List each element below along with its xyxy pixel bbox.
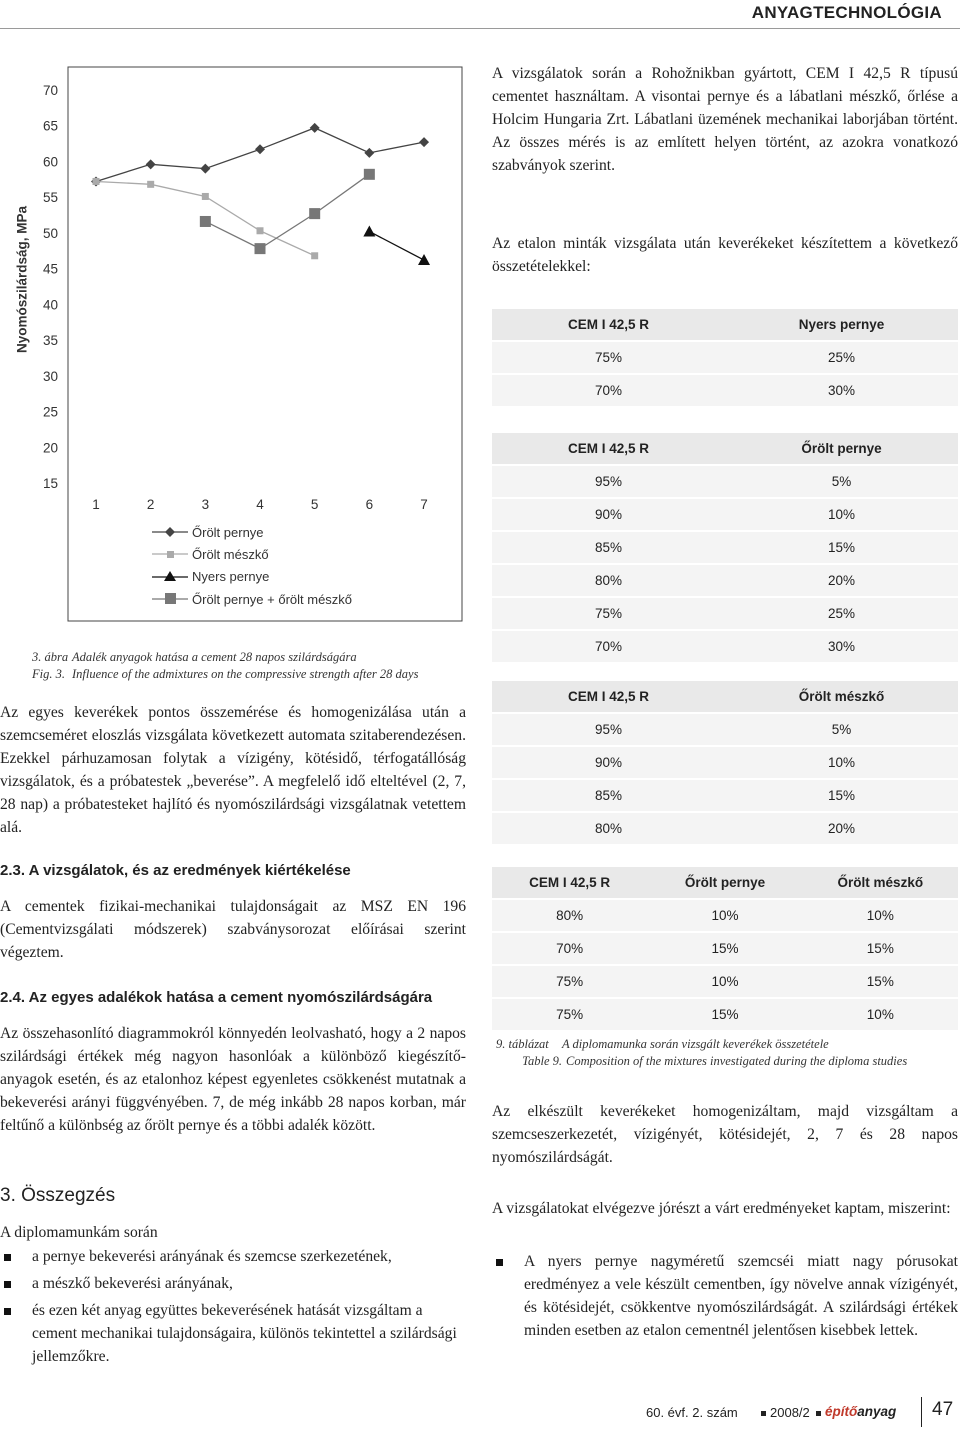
y-tick-label: 45 xyxy=(42,261,58,277)
data-point-diamond xyxy=(310,123,320,133)
table-header-cell: CEM I 42,5 R xyxy=(529,875,611,890)
table-row xyxy=(492,631,958,664)
caption-text: A diplomamunka során vizsgált keverékek összetétele xyxy=(562,1037,829,1051)
bullet-square-icon xyxy=(761,1411,766,1416)
table-header-cell: CEM I 42,5 R xyxy=(567,317,650,332)
bullet-square-icon xyxy=(816,1411,821,1416)
table-header-cell: CEM I 42,5 R xyxy=(567,689,650,704)
bullet-list xyxy=(0,1245,466,1368)
mixture-table-nyers-pernye xyxy=(492,309,958,408)
data-point-big-square xyxy=(200,216,211,227)
caption-label-en: Fig. 3. xyxy=(32,667,65,681)
data-point-square xyxy=(202,193,209,200)
table-cell: 20% xyxy=(827,821,856,836)
table-cell: 15% xyxy=(711,1007,739,1022)
footer-year: 2008/2 xyxy=(770,1405,810,1420)
figure-caption xyxy=(32,649,472,683)
data-point-triangle xyxy=(418,254,430,265)
mixture-table-orolt-pernye xyxy=(492,433,958,664)
table-cell: 95% xyxy=(594,722,623,737)
footer-divider xyxy=(921,1397,922,1427)
y-tick-label: 40 xyxy=(42,297,58,313)
table-header-cell: CEM I 42,5 R xyxy=(567,441,650,456)
paragraph: Az összehasonlító diagrammokról könnyedén leolvasható, hogy a 2 napos szilárdsági értékek még nagyon hasonlóak a különböző kiegészítő-anyagok esetén, és az etalonhoz képest egyenletes csökkenést mutatnak a bekeverési arányi függvényében. 7, de még inkább 28 napos korban, már feltűnő a különbség az őrölt pernye és a többi adalék között. xyxy=(0,1025,466,1134)
y-tick-label: 15 xyxy=(42,476,58,491)
journal-name-a: építő xyxy=(825,1404,858,1419)
table-cell: 10% xyxy=(827,507,856,522)
table-header xyxy=(492,433,958,466)
data-point-square xyxy=(311,252,318,259)
section-heading: 2.3. A vizsgálatok, és az eredmények kiértékelése xyxy=(0,862,351,879)
caption-label: 9. táblázat xyxy=(496,1037,549,1051)
table-cell: 75% xyxy=(594,606,623,621)
table-row xyxy=(492,375,958,408)
mixture-table-combined xyxy=(492,867,958,1032)
table-row xyxy=(492,900,958,933)
table-cell: 95% xyxy=(594,474,623,489)
figure-chart xyxy=(0,40,480,630)
x-tick-label: 1 xyxy=(92,497,100,512)
table-row xyxy=(492,813,958,846)
big-square-marker-icon xyxy=(152,592,188,606)
table-cell: 30% xyxy=(827,383,856,398)
table-cell: 75% xyxy=(556,974,584,989)
y-tick-label: 50 xyxy=(42,225,58,241)
legend-label: Őrölt pernye xyxy=(192,525,264,540)
data-point-diamond xyxy=(200,164,210,174)
series-line-3 xyxy=(369,231,424,260)
paragraph: Az egyes keverékek pontos összemérése és homogenizálása után a szemcseméret eloszlás vizsgálata következett automata szitaberendezésen. Ezekkel párhuzamosan folytak a vízigény, kötésidő, térfogatállóság vizsgálatok, és a próbatestek „beverése”. A megfelelő idő elteltével (2, 7, 28 nap) a próbatesteket hajlító és nyomószilárdsági vizsgálatnak vetettem alá. xyxy=(0,704,466,836)
table-cell: 15% xyxy=(711,941,739,956)
legend-label: Nyers pernye xyxy=(192,569,270,584)
list-item: A nyers pernye nagyméretű szemcséi miatt nagy pórusokat eredményez a vele készült cementben, így növelve annak vízigényét, és kötésidejét, csökkentve nyomószilárdságát. A szilárdsági értékek minden esetben az etalon cementnél jelentősen kisebbek lettek. xyxy=(492,1250,958,1342)
x-tick-label: 5 xyxy=(310,497,319,512)
plot-frame xyxy=(68,67,462,621)
table-row xyxy=(492,499,958,532)
table-cell: 75% xyxy=(594,350,623,365)
table-cell: 15% xyxy=(827,788,856,803)
page-footer xyxy=(620,1395,960,1431)
table-cell: 10% xyxy=(711,974,739,989)
paragraph: A cementek fizikai-mechanikai tulajdonságait az MSZ EN 196 (Cementvizsgálati módszerek) szabványsorozat előírásai szerint végeztem. xyxy=(0,898,466,961)
table-cell: 85% xyxy=(594,540,623,555)
data-point-diamond xyxy=(364,148,374,158)
table-cell: 90% xyxy=(594,507,623,522)
paragraph: A vizsgálatokat elvégezve jórészt a várt eredményeket kaptam, miszerint: xyxy=(492,1200,951,1217)
table-cell: 85% xyxy=(594,788,623,803)
table-cell: 10% xyxy=(827,755,856,770)
data-point-square xyxy=(93,178,100,185)
table-row xyxy=(492,747,958,780)
paragraph: Az elkészült keverékeket homogenizáltam, majd vizsgáltam a szemcseszerkezetét, vízigényét, kötésidejét, 2, 7 és 28 napos nyomószilárdságát. xyxy=(492,1103,958,1166)
table-cell: 5% xyxy=(831,474,852,489)
paragraph: A vizsgálatok során a Rohožnikban gyártott, CEM I 42,5 R típusú cementet használtam. A visontai pernye és a lábatlani mészkő, őrlése a Holcim Hungaria Zrt. Lábatlani üzemének mechanikai laborjában történt. Az összes mérés is az említett helyen történt, az azokra vonatkozó szabványok szerint. xyxy=(492,65,958,174)
section-heading: 3. Összegzés xyxy=(0,1185,116,1206)
table-header-cell: Őrölt mészkő xyxy=(798,689,885,704)
page-number: 47 xyxy=(932,1399,954,1420)
table-row xyxy=(492,999,958,1032)
caption-label-en: Table 9. xyxy=(522,1054,562,1068)
table-row xyxy=(492,780,958,813)
data-point-big-square xyxy=(255,243,266,254)
table-caption xyxy=(496,1036,956,1070)
table-header xyxy=(492,867,958,900)
table-cell: 80% xyxy=(594,573,623,588)
journal-name xyxy=(825,1404,896,1419)
table-cell: 10% xyxy=(866,1007,894,1022)
y-tick-label: 60 xyxy=(42,154,58,170)
line-chart xyxy=(0,40,480,630)
y-tick-label: 30 xyxy=(42,368,58,384)
table-cell: 15% xyxy=(827,540,856,555)
table-cell: 30% xyxy=(827,639,856,654)
caption-text: Adalék anyagok hatása a cement 28 napos szilárdságára xyxy=(72,650,357,664)
table-row xyxy=(492,466,958,499)
y-tick-label: 35 xyxy=(42,333,58,349)
paragraph: Az etalon minták vizsgálata után keverékeket készítettem a következő összetételekkel: xyxy=(492,235,958,275)
table-header-cell: Őrölt pernye xyxy=(801,441,882,456)
section-heading: 2.4. Az egyes adalékok hatása a cement nyomószilárdságára xyxy=(0,989,433,1006)
x-tick-label: 3 xyxy=(201,497,210,512)
table-cell: 75% xyxy=(556,1007,584,1022)
list-item: a pernye bekeverési arányának és szemcse szerkezetének, xyxy=(0,1245,466,1268)
square-marker-icon xyxy=(152,547,188,561)
table-cell: 5% xyxy=(831,722,852,737)
table-row xyxy=(492,598,958,631)
journal-name-b: anyag xyxy=(857,1404,897,1419)
data-point-big-square xyxy=(364,169,375,180)
diamond-marker-icon xyxy=(152,525,188,539)
table-cell: 90% xyxy=(594,755,623,770)
data-point-square xyxy=(257,227,264,234)
table-cell: 70% xyxy=(594,639,623,654)
table-cell: 80% xyxy=(594,821,623,836)
table-header xyxy=(492,309,958,342)
table-header xyxy=(492,681,958,714)
caption-label: 3. ábra xyxy=(32,650,69,664)
table-header-cell: Őrölt mészkő xyxy=(837,875,924,890)
x-tick-label: 6 xyxy=(365,497,374,512)
y-axis-label: Nyomószilárdság, MPa xyxy=(14,205,30,354)
table-cell: 10% xyxy=(866,908,894,923)
x-tick-label: 7 xyxy=(420,497,428,512)
table-cell: 15% xyxy=(866,974,894,989)
legend-label: Őrölt mészkő xyxy=(192,547,269,562)
list-item: és ezen két anyag együttes bekeverésének hatását vizsgáltam a cement mechanikai tulajdonságaira, különös tekintettel a szilárdsági jellemzőkre. xyxy=(0,1299,466,1368)
mixture-table-orolt-meszko xyxy=(492,681,958,846)
triangle-marker-icon xyxy=(152,569,188,583)
x-tick-label: 2 xyxy=(146,497,155,512)
table-cell: 25% xyxy=(827,606,856,621)
table-row xyxy=(492,532,958,565)
table-cell: 15% xyxy=(866,941,894,956)
y-tick-label: 25 xyxy=(42,404,58,420)
table-row xyxy=(492,966,958,999)
legend-label: Őrölt pernye + őrölt mészkő xyxy=(192,592,353,607)
table-cell: 25% xyxy=(827,350,856,365)
table-header-cell: Őrölt pernye xyxy=(684,875,766,890)
table-row xyxy=(492,342,958,375)
data-point-diamond xyxy=(255,144,265,154)
data-point-triangle xyxy=(363,225,375,236)
y-tick-label: 70 xyxy=(42,83,58,98)
caption-text-en: Influence of the admixtures on the compressive strength after 28 days xyxy=(72,667,419,681)
table-row xyxy=(492,565,958,598)
caption-text-en: Composition of the mixtures investigated during the diploma studies xyxy=(566,1054,908,1068)
table-row xyxy=(492,933,958,966)
table-row xyxy=(492,714,958,747)
section-title: ANYAGTECHNOLÓGIA xyxy=(751,3,942,22)
table-cell: 80% xyxy=(556,908,584,923)
paragraph: A diplomamunkám során xyxy=(0,1224,158,1241)
y-tick-label: 20 xyxy=(42,440,58,456)
table-cell: 20% xyxy=(827,573,856,588)
data-point-square xyxy=(147,181,154,188)
y-tick-label: 55 xyxy=(42,190,58,206)
bullet-list xyxy=(492,1250,958,1342)
list-item: a mészkő bekeverési arányának, xyxy=(0,1272,466,1295)
running-header xyxy=(0,0,960,29)
y-tick-label: 65 xyxy=(42,118,58,134)
data-point-big-square xyxy=(309,208,320,219)
x-tick-label: 4 xyxy=(256,497,264,512)
table-cell: 70% xyxy=(594,383,623,398)
table-cell: 10% xyxy=(711,908,739,923)
data-point-diamond xyxy=(146,159,156,169)
data-point-diamond xyxy=(419,137,429,147)
table-header-cell: Nyers pernye xyxy=(798,317,885,332)
table-cell: 70% xyxy=(556,941,584,956)
footer-volume: 60. évf. 2. szám xyxy=(646,1405,738,1420)
